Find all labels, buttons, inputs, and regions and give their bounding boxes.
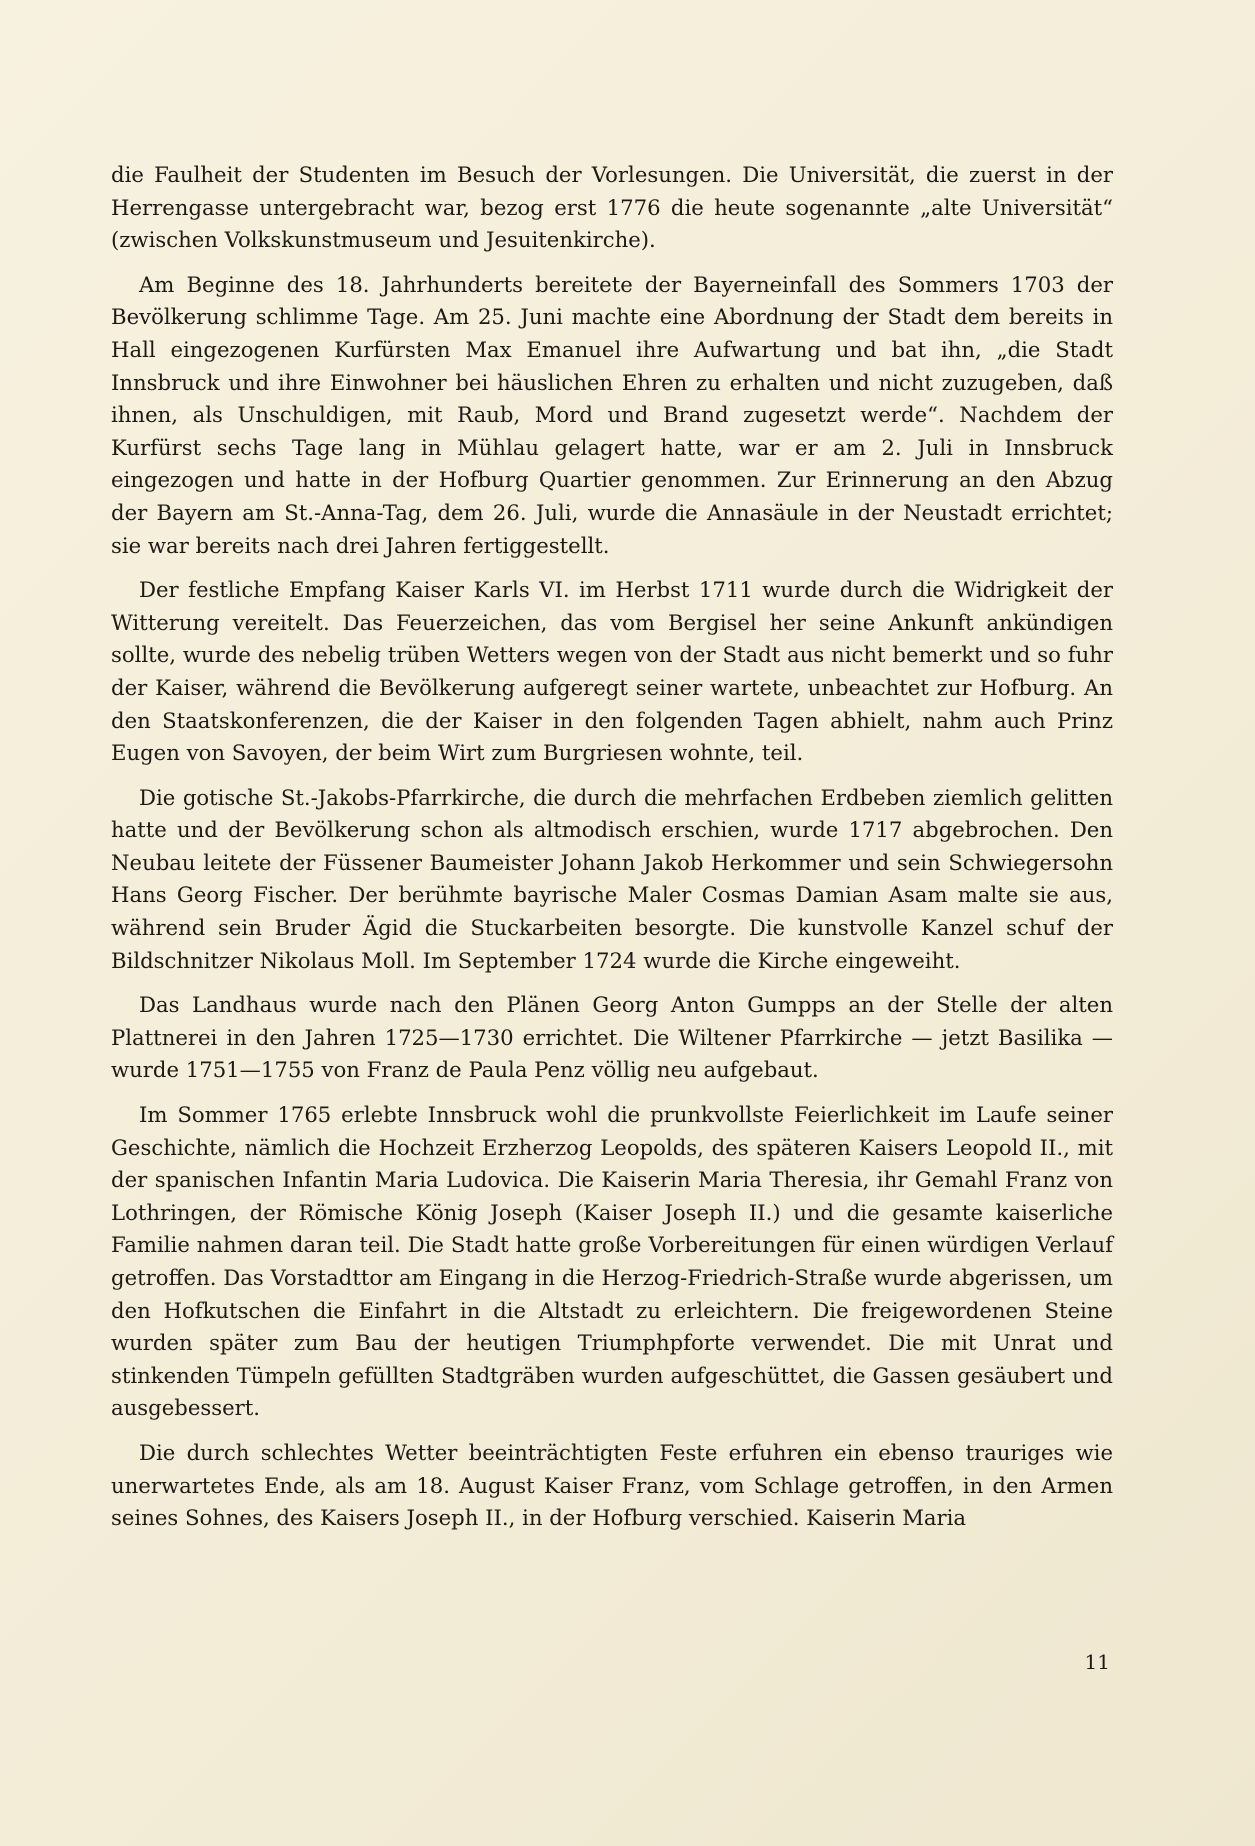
paragraph-4: Die gotische St.-Jakobs-Pfarrkirche, die durch die mehrfachen Erdbeben ziemlich gelitten hatte und der Bevölkerung schon als altmodisch erschien, wurde 1717 abgebrochen. Den Neubau leitete der Füssener Baumeister Johann Jakob Herkommer und sein Schwiegersohn Hans Georg Fischer. Der berühmte bayrische Maler Cosmas Damian Asam malte sie aus, während sein Bruder Ägid die Stuckarbeiten besorgte. Die kunstvolle Kanzel schuf der Bildschnitzer Nikolaus Moll. Im September 1724 wurde die Kirche eingeweiht. [111, 784, 1113, 973]
paragraph-5: Das Landhaus wurde nach den Plänen Georg Anton Gumpps an der Stelle der alten Plattnerei in den Jahren 1725—1730 errichtet. Die Wiltener Pfarrkirche — jetzt Basilika — wurde 1751—1755 von Franz de Paula Penz völlig neu aufgebaut. [111, 992, 1113, 1083]
paragraph-2: Am Beginne des 18. Jahrhunderts bereitete der Bayerneinfall des Sommers 1703 der Bevölkerung schlimme Tage. Am 25. Juni machte eine Abordnung der Stadt dem bereits in Hall eingezogenen Kurfürsten Max Emanuel ihre Aufwartung und bat ihn, „die Stadt Innsbruck und ihre Einwohner bei häuslichen Ehren zu erhalten und nicht zuzugeben, daß ihnen, als Unschuldigen, mit Raub, Mord und Brand zugesetzt werde“. Nachdem der Kurfürst sechs Tage lang in Mühlau gelagert hatte, war er am 2. Juli in Innsbruck eingezogen und hatte in der Hofburg Quartier genommen. Zur Erinnerung an den Abzug der Bayern am St.-Anna-Tag, dem 26. Juli, wurde die Annasäule in der Neustadt errichtet; sie war bereits nach drei Jahren fertiggestellt. [111, 271, 1113, 558]
paragraph-1: die Faulheit der Studenten im Besuch der Vorlesungen. Die Universität, die zuerst in der Herrengasse untergebracht war, bezog erst 1776 die heute sogenannte „alte Universität“ (zwischen Volkskunstmuseum und Jesuitenkirche). [111, 162, 1113, 253]
paragraph-6: Im Sommer 1765 erlebte Innsbruck wohl die prunkvollste Feierlichkeit im Laufe seiner Geschichte, nämlich die Hochzeit Erzherzog Leopolds, des späteren Kaisers Leopold II., mit der spanischen Infantin Maria Ludovica. Die Kaiserin Maria Theresia, ihr Gemahl Franz von Lothringen, der Römische König Joseph (Kaiser Joseph II.) und die gesamte kaiserliche Familie nahmen daran teil. Die Stadt hatte große Vorbereitungen für einen würdigen Verlauf getroffen. Das Vorstadttor am Eingang in die Herzog-Friedrich-Straße wurde abgerissen, um den Hofkutschen die Einfahrt in die Altstadt zu erleichtern. Die freigewordenen Steine wurden später zum Bau der heutigen Triumphpforte verwendet. Die mit Unrat und stinkenden Tümpeln gefüllten Stadtgräben wurden aufgeschüttet, die Gassen gesäubert und ausgebessert. [111, 1102, 1113, 1421]
body-text [111, 159, 1113, 1547]
paragraph-7: Die durch schlechtes Wetter beeinträchtigten Feste erfuhren ein ebenso trauriges wie unerwartetes Ende, als am 18. August Kaiser Franz, vom Schlage getroffen, in den Armen seines Sohnes, des Kaisers Joseph II., in der Hofburg verschied. Kaiserin Maria [111, 1439, 1113, 1531]
paragraph-3: Der festliche Empfang Kaiser Karls VI. im Herbst 1711 wurde durch die Widrigkeit der Witterung vereitelt. Das Feuerzeichen, das vom Bergisel her seine Ankunft ankündigen sollte, wurde des nebelig trüben Wetters wegen von der Stadt aus nicht bemerkt und so fuhr der Kaiser, während die Bevölkerung aufgeregt seiner wartete, unbeachtet zur Hofburg. An den Staatskonferenzen, die der Kaiser in den folgenden Tagen abhielt, nahm auch Prinz Eugen von Savoyen, der beim Wirt zum Burgriesen wohnte, teil. [111, 577, 1113, 766]
page-number: 11 [1084, 1650, 1110, 1674]
